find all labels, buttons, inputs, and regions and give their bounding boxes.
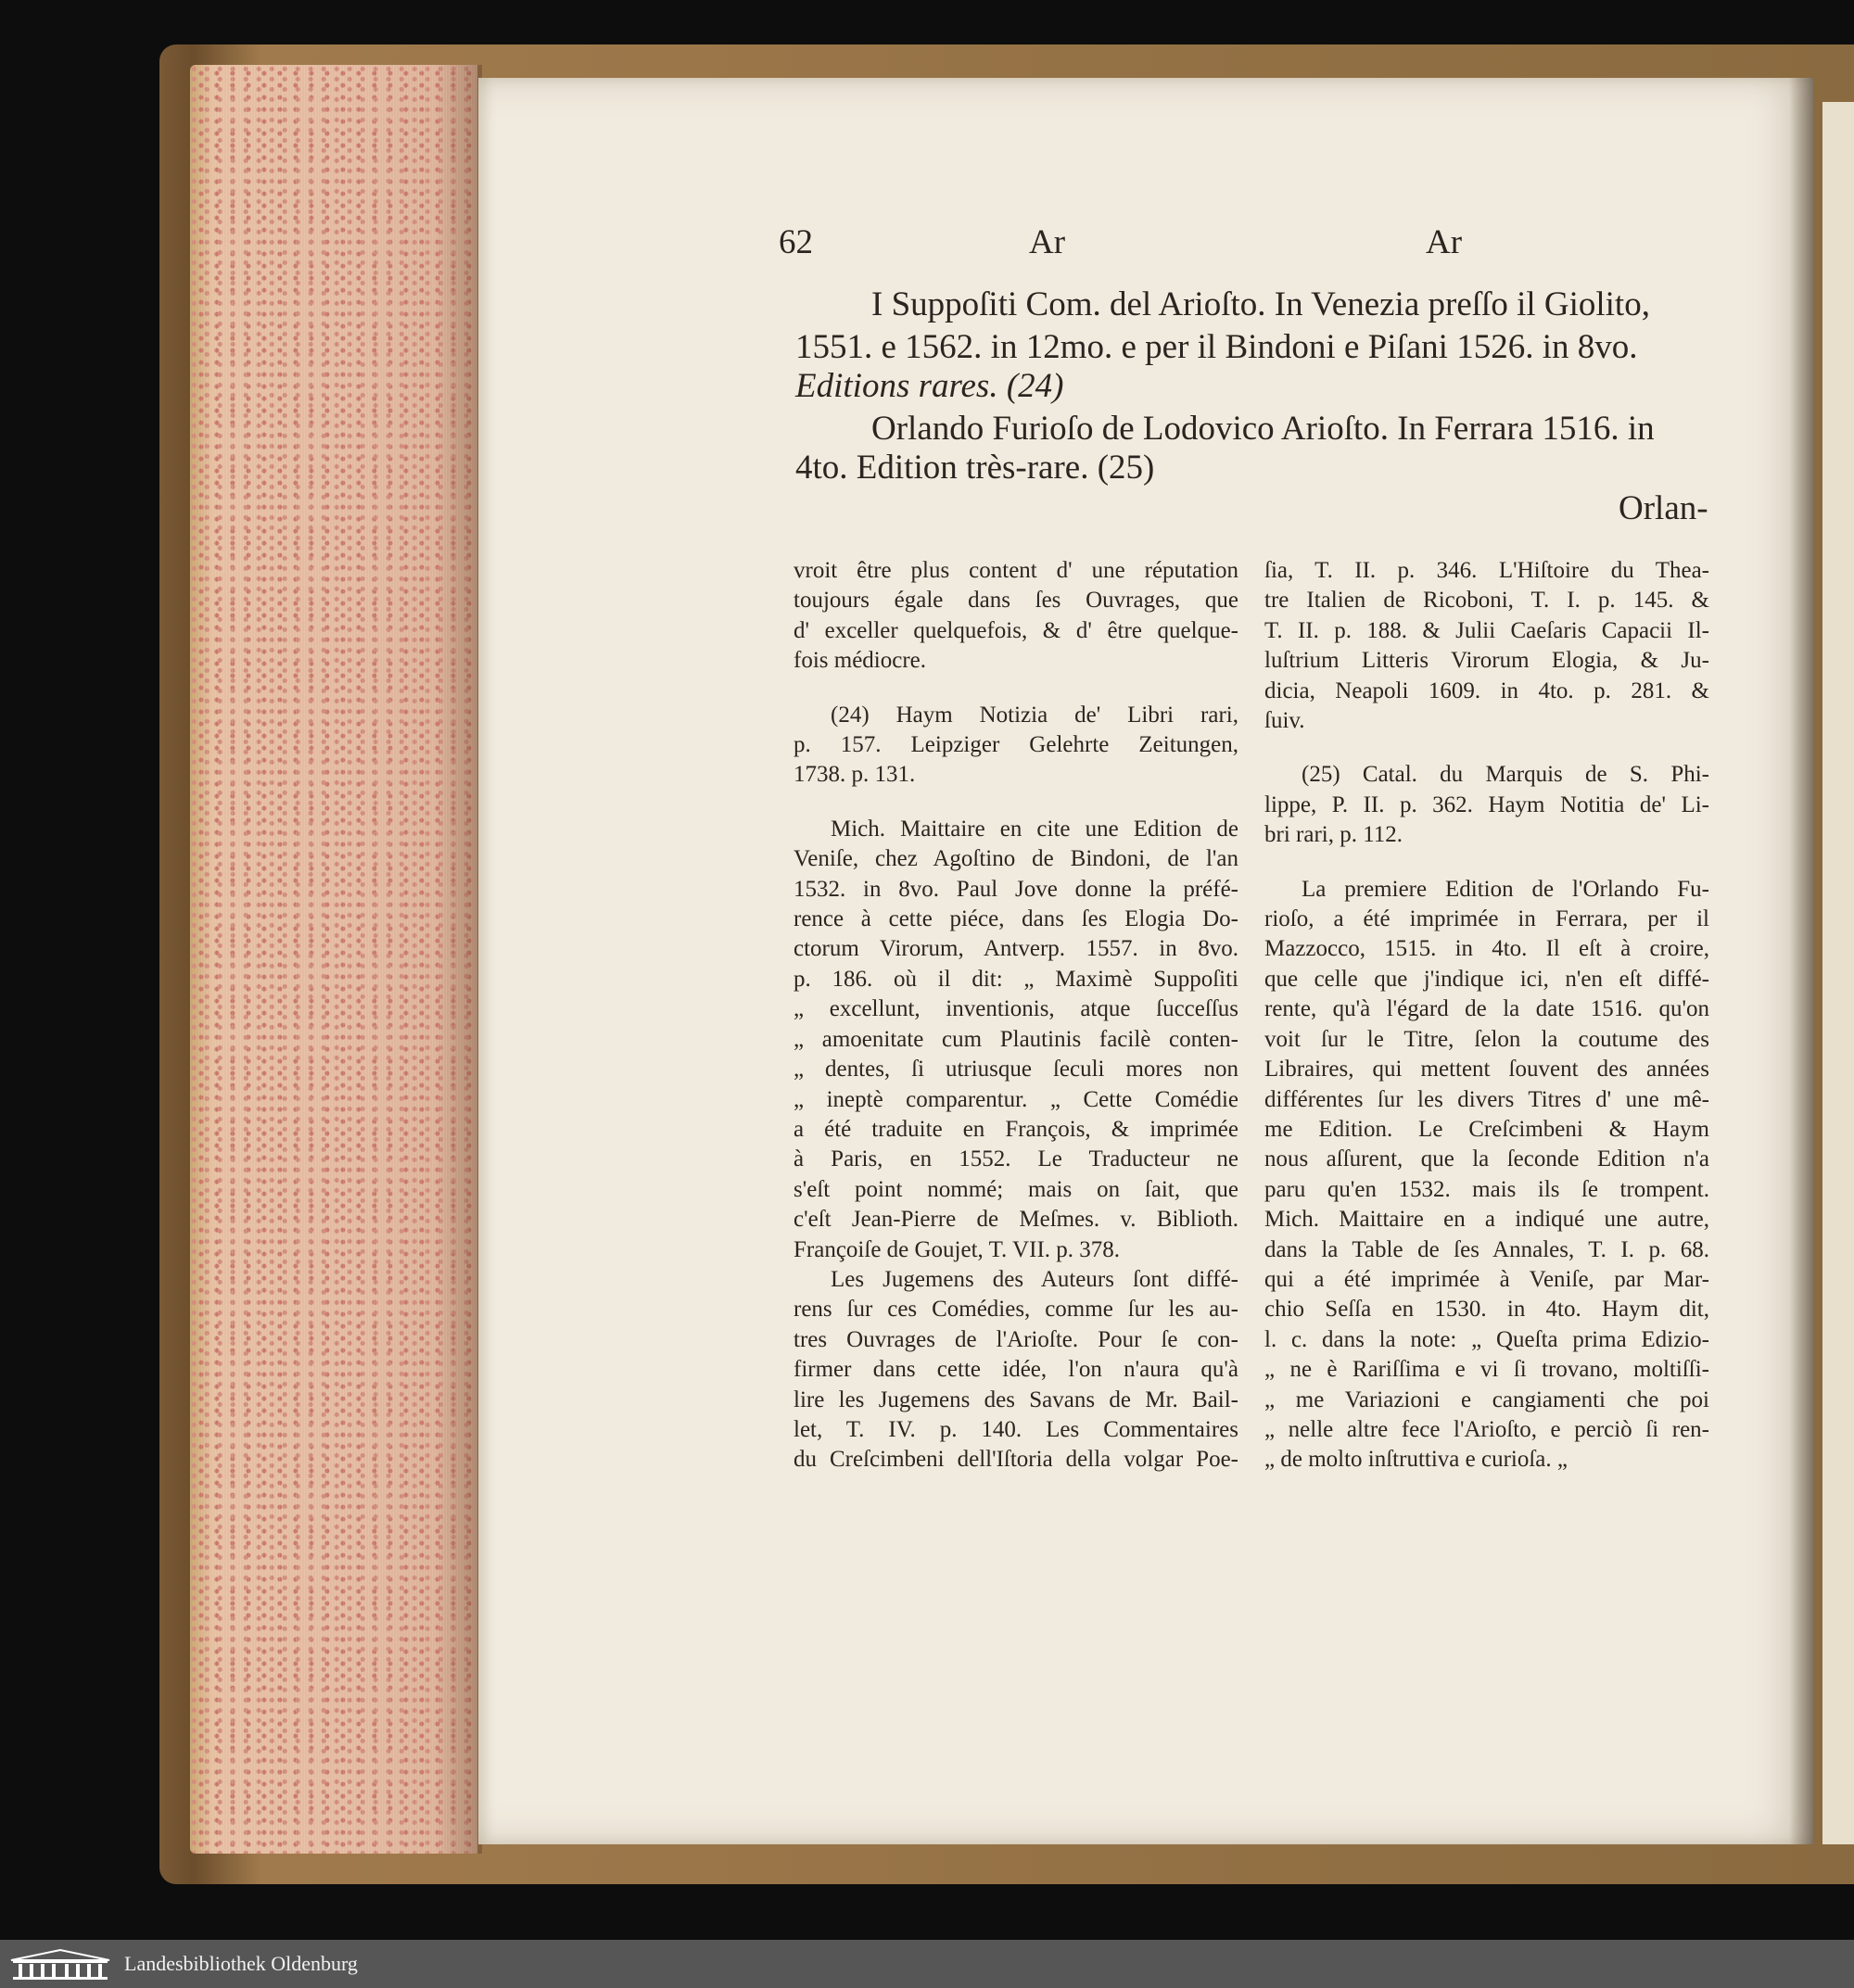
right-p3-l2: rioſo, a été imprimée in Ferrara, per il — [1264, 906, 1709, 932]
library-name: Landesbibliothek Oldenburg — [124, 1952, 358, 1975]
right-p3-l6: voit ſur le Titre, ſelon la coutume des — [1264, 1026, 1709, 1052]
left-p3-l12: à Paris, en 1552. Le Traducteur ne — [794, 1146, 1238, 1172]
left-p4-l3: tres Ouvrages de l'Arioſte. Pour ſe con- — [794, 1326, 1238, 1352]
right-p3-l8: différentes ſur les divers Titres d' une mê- — [1264, 1086, 1709, 1112]
left-p3-l7: „ excellunt, inventionis, atque ſucceſſus — [794, 996, 1238, 1022]
left-p1-l2: toujours égale dans ſes Ouvrages, que — [794, 588, 1238, 614]
right-column — [1264, 556, 1709, 1475]
left-p3-l9: „ dentes, ſi utriusque ſeculi mores non — [794, 1057, 1238, 1083]
viewer-footer — [0, 1940, 1854, 1988]
entry-1-line-2: 1551. e 1562. in 12mo. e per il Bindoni e Piſani 1526. in 8vo. — [795, 328, 1638, 366]
right-p2-l3: bri rari, p. 112. — [1264, 822, 1403, 848]
right-p1-l5: dicia, Neapoli 1609. in 4to. p. 281. & — [1264, 677, 1709, 703]
running-head-right: Ar — [1426, 223, 1463, 261]
left-p3-l4: rence à cette piéce, dans ſes Elogia Do- — [794, 906, 1238, 932]
right-p3-l4: que celle que j'indique ici, n'en eſt diffé- — [1264, 966, 1709, 992]
left-p3-l15: Françoiſe de Goujet, T. VII. p. 378. — [794, 1236, 1121, 1262]
right-p3-l13: dans la Table de ſes Annales, T. I. p. 68. — [1264, 1236, 1709, 1262]
right-p3-l16: l. c. dans la note: „ Queſta prima Edizio- — [1264, 1326, 1709, 1352]
catchword: Orlan- — [1619, 489, 1708, 527]
right-p3-l7: Libraires, qui mettent ſouvent des années — [1264, 1057, 1709, 1083]
left-p4-l7: du Creſcimbeni dell'Iſtoria della volgar Poe- — [794, 1447, 1238, 1473]
right-p3-l20: „ de molto inſtruttiva e curioſa. „ — [1264, 1447, 1568, 1473]
running-head-left: Ar — [1029, 223, 1066, 261]
left-p4-l2: rens ſur ces Comédies, comme ſur les au- — [794, 1297, 1238, 1323]
right-p1-l4: luſtrium Litteris Virorum Elogia, & Ju- — [1264, 648, 1709, 674]
page-number: 62 — [779, 223, 813, 261]
right-p3-l15: chio Seſſa en 1530. in 4to. Haym dit, — [1264, 1297, 1709, 1323]
library-building-icon — [9, 1947, 111, 1981]
right-p3-l18: „ me Variazioni e cangiamenti che poi — [1264, 1387, 1709, 1412]
left-p2-l2: p. 157. Leipziger Gelehrte Zeitungen, — [794, 732, 1238, 758]
entry-2-line-1: Orlando Furioſo de Lodovico Arioſto. In Ferrara 1516. in — [871, 410, 1655, 448]
left-p3-l13: s'eſt point nommé; mais on ſait, que — [794, 1176, 1238, 1202]
right-p3-l5: rente, qu'à l'égard de la date 1516. qu'on — [1264, 996, 1709, 1022]
right-p3-l3: Mazzocco, 1515. in 4to. Il eſt à croire, — [1264, 936, 1709, 962]
right-p2-l2: lippe, P. II. p. 362. Haym Notitia de' Li- — [1264, 791, 1709, 817]
left-p4-l6: let, T. IV. p. 140. Les Commentaires — [794, 1416, 1238, 1442]
left-p3-l6: p. 186. où il dit: „ Maximè Suppoſiti — [794, 966, 1238, 992]
right-p2-l1: (25) Catal. du Marquis de S. Phi- — [1302, 762, 1709, 788]
left-p3-l2: Veniſe, chez Agoſtino de Bindoni, de l'an — [794, 846, 1238, 872]
entry-1-line-3: Editions rares. (24) — [795, 367, 1064, 405]
left-p4-l4: firmer dans cette idée, l'on n'aura qu'à — [794, 1357, 1238, 1383]
right-p3-l14: qui a été imprimée à Veniſe, par Mar- — [1264, 1266, 1709, 1292]
right-p3-l17: „ ne è Rariſſima e vi ſi trovano, moltiſſi- — [1264, 1357, 1709, 1383]
left-p4-l1: Les Jugemens des Auteurs ſont diffé- — [831, 1266, 1238, 1292]
left-p3-l8: „ amoenitate cum Plautinis facilè conten- — [794, 1026, 1238, 1052]
right-p1-l1: ſia, T. II. p. 346. L'Hiſtoire du Thea- — [1264, 558, 1709, 583]
right-p3-l9: me Edition. Le Creſcimbeni & Haym — [1264, 1116, 1709, 1142]
left-p3-l11: a été traduite en François, & imprimée — [794, 1116, 1238, 1142]
left-p3-l5: ctorum Virorum, Antverp. 1557. in 8vo. — [794, 936, 1238, 962]
left-p3-l1: Mich. Maittaire en cite une Edition de — [831, 816, 1238, 842]
page-fore-edge — [190, 65, 477, 1854]
right-p3-l19: „ nelle altre fece l'Arioſto, e perciò ſi ren- — [1264, 1416, 1709, 1442]
entry-1-line-1: I Suppoſiti Com. del Arioſto. In Venezia preſſo il Giolito, — [871, 285, 1650, 323]
left-p3-l10: „ ineptè comparentur. „ Cette Comédie — [794, 1086, 1238, 1112]
right-p1-l6: ſuiv. — [1264, 708, 1305, 734]
left-p1-l4: fois médiocre. — [794, 648, 927, 674]
left-p3-l3: 1532. in 8vo. Paul Jove donne la préfé- — [794, 876, 1238, 902]
left-p2-l1: (24) Haym Notizia de' Libri rari, — [831, 702, 1238, 728]
left-p3-l14: c'eſt Jean-Pierre de Meſmes. v. Biblioth. — [794, 1207, 1238, 1233]
right-p3-l10: nous aſſurent, que la ſeconde Edition n'a — [1264, 1146, 1709, 1172]
left-p1-l1: vroit être plus content d' une réputation — [794, 558, 1238, 583]
edge-shadow — [436, 65, 482, 1854]
right-p3-l12: Mich. Maittaire en a indiqué une autre, — [1264, 1207, 1709, 1233]
right-p3-l11: paru qu'en 1532. mais ils ſe trompent. — [1264, 1176, 1709, 1202]
left-column — [794, 556, 1238, 1475]
left-p1-l3: d' exceller quelquefois, & d' être quelque- — [794, 617, 1238, 643]
right-p1-l3: T. II. p. 188. & Julii Caeſaris Capacii Il- — [1264, 617, 1709, 643]
left-p2-l3: 1738. p. 131. — [794, 762, 916, 788]
facing-page-edge — [1822, 102, 1854, 1844]
right-p3-l1: La premiere Edition de l'Orlando Fu- — [1302, 876, 1709, 902]
page-gutter — [1789, 78, 1813, 1844]
left-p4-l5: lire les Jugemens des Savans de Mr. Bail- — [794, 1387, 1238, 1412]
entry-2-line-2: 4to. Edition très-rare. (25) — [795, 449, 1155, 487]
right-p1-l2: tre Italien de Ricoboni, T. I. p. 145. & — [1264, 588, 1709, 614]
